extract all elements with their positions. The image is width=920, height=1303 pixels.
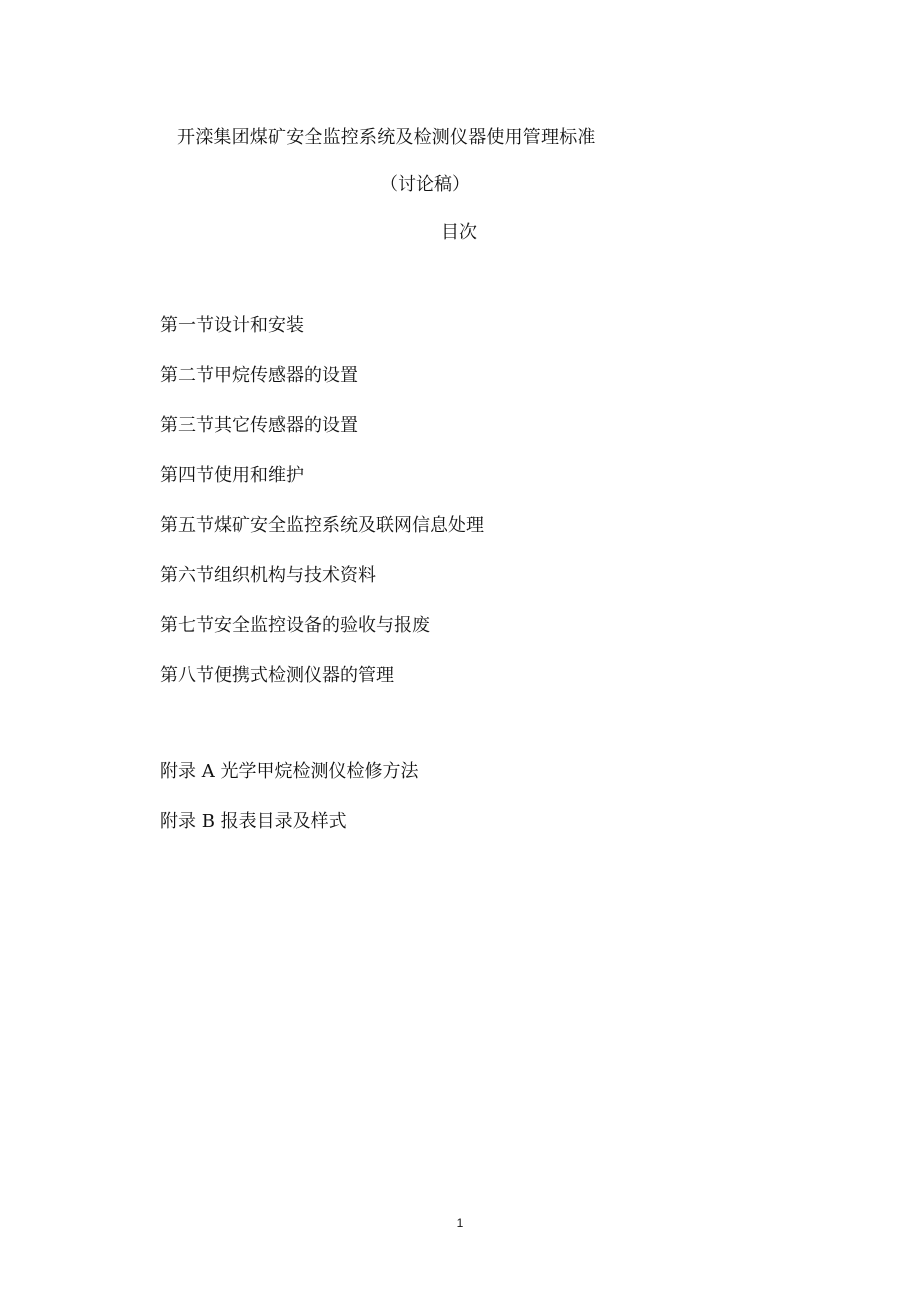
page-number: 1 (456, 1216, 464, 1230)
toc-item-appendix-b: 附录 B 报表目录及样式 (160, 811, 347, 832)
document-subtitle: （讨论稿） (380, 174, 470, 195)
toc-item-section-5: 第五节煤矿安全监控系统及联网信息处理 (160, 515, 484, 536)
toc-appendix-list (160, 760, 418, 860)
toc-item-section-1: 第一节设计和安装 (160, 315, 304, 336)
toc-item-section-6: 第六节组织机构与技术资料 (160, 565, 376, 586)
toc-section-list (160, 314, 484, 714)
document-title: 开滦集团煤矿安全监控系统及检测仪器使用管理标准 (177, 127, 596, 148)
toc-item-section-4: 第四节使用和维护 (160, 465, 304, 486)
toc-item-section-8: 第八节便携式检测仪器的管理 (160, 665, 394, 686)
toc-item-section-3: 第三节其它传感器的设置 (160, 415, 358, 436)
toc-item-section-7: 第七节安全监控设备的验收与报废 (160, 615, 430, 636)
toc-item-section-2: 第二节甲烷传感器的设置 (160, 365, 358, 386)
toc-item-appendix-a: 附录 A 光学甲烷检测仪检修方法 (160, 761, 419, 782)
toc-heading: 目次 (441, 222, 477, 243)
